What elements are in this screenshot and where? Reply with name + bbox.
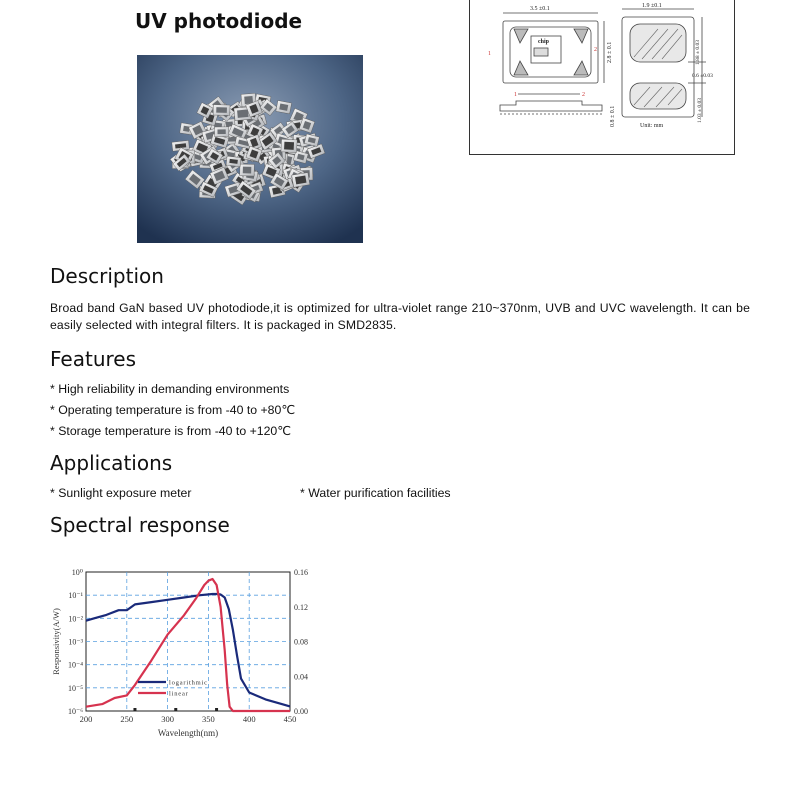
photodiode-chip [213,105,230,116]
dim-pad-label: 1.88 ± 0.03 [695,39,701,65]
photodiode-chip [240,164,255,176]
y-right-tick-label: 0.08 [294,637,308,647]
y-left-tick-label: 10⁻⁶ [67,707,83,716]
x-tick-label: 250 [120,714,134,724]
applications-heading: Applications [50,451,173,475]
dim-pad2-label: 1.03 ± 0.03 [697,97,703,123]
unit-label: Unit: mm [640,123,664,129]
dim-height-label: 2.8 ± 0.1 [607,41,613,63]
legend-label-logarithmic: logarithmic [169,679,208,687]
product-photo [137,55,363,243]
application-item: * Water purification facilities [300,486,451,500]
y-right-tick-label: 0.16 [294,568,308,577]
dim-gap-label: 0.6 ±0.03 [692,73,713,79]
photodiode-chip [214,127,228,137]
feature-item: * Storage temperature is from -40 to +120℃ [50,424,292,438]
feature-item: * High reliability in demanding environments [50,382,290,396]
mark-2-right: 2 [594,47,597,53]
dim-bottom-width-label: 1.9 ±0.1 [642,3,662,9]
y-left-tick-label: 10⁰ [71,568,83,577]
x-tick-label: 200 [79,714,93,724]
photodiode-chip [276,100,292,113]
dimension-drawing [469,0,735,155]
photodiode-chip [292,173,310,188]
x-minor-tick [215,708,218,711]
photodiode-chip [281,139,297,152]
page-title: UV photodiode [135,9,303,33]
y-right-tick-label: 0.00 [294,707,308,716]
features-heading: Features [50,347,136,371]
mark-1-side: 1 [514,92,517,98]
description-heading: Description [50,264,164,288]
y-left-tick-label: 10⁻¹ [68,591,83,601]
y-left-tick-label: 10⁻⁴ [67,660,83,670]
x-tick-label: 300 [161,714,174,724]
x-axis-label: Wavelength(nm) [157,728,219,738]
y-left-tick-label: 10⁻³ [68,637,83,647]
legend-label-linear: linear [169,690,189,698]
photodiode-chip [226,156,241,167]
description-text: Broad band GaN based UV photodiode,it is optimized for ultra-violet range 210~370nm, UVB and UVC wavelength. It can be easily selected with integral filters. It is packaged in SMD2835. [50,301,750,332]
dim-width-label: 3.5 ±0.1 [530,6,550,12]
mark-2-side: 2 [582,92,585,98]
y-right-tick-label: 0.12 [294,602,308,612]
x-minor-tick [133,708,136,711]
mark-1-left: 1 [488,51,491,57]
application-item: * Sunlight exposure meter [50,486,192,500]
dim-thickness-label: 0.8 ± 0.1 [610,105,616,127]
y-left-tick-label: 10⁻² [68,614,83,624]
x-tick-label: 400 [242,714,256,724]
x-minor-tick [174,708,177,711]
x-tick-label: 450 [283,714,297,724]
x-tick-label: 350 [202,714,215,724]
feature-item: * Operating temperature is from -40 to +80℃ [50,403,296,417]
chip-label: chip [538,39,550,45]
y-left-tick-label: 10⁻⁵ [67,683,83,693]
y-axis-label: Responsivity(A/W) [51,608,61,675]
spectral-response-chart [50,560,330,750]
spectral-heading: Spectral response [50,513,230,537]
y-right-tick-label: 0.04 [294,672,308,682]
